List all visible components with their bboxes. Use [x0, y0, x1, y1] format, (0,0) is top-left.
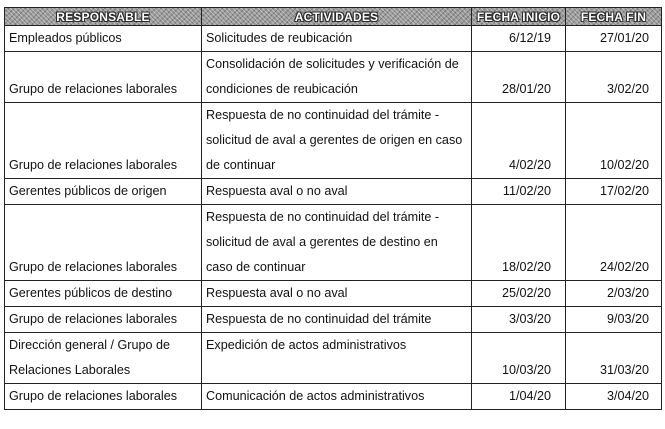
- fecha-inicio-cell: 28/01/20: [472, 52, 566, 103]
- fecha-inicio-cell: 1/04/20: [472, 384, 566, 410]
- fecha-inicio-cell: 25/02/20: [472, 281, 566, 307]
- actividad-line: Consolidación de solicitudes y verificación de: [206, 57, 459, 71]
- actividad-line: caso de continuar: [206, 260, 306, 274]
- fecha-fin-cell: 24/02/20: [566, 205, 662, 281]
- actividad-cell: [202, 205, 472, 281]
- table-row: [5, 384, 662, 410]
- responsable-cell: Grupo de relaciones laborales: [5, 307, 202, 333]
- header-fecha-fin: FECHA FIN: [566, 8, 662, 26]
- table-row: [5, 281, 662, 307]
- table-row: [5, 179, 662, 205]
- fecha-inicio-cell: 18/02/20: [472, 205, 566, 281]
- actividad-line: Respuesta de no continuidad del trámite -: [206, 210, 440, 224]
- header-responsable: RESPONSABLE: [5, 8, 202, 26]
- table-row: [5, 52, 662, 103]
- actividad-line: Expedición de actos administrativos: [206, 338, 407, 352]
- fecha-inicio-cell: 11/02/20: [472, 179, 566, 205]
- actividad-line: solicitud de aval a gerentes de destino en: [206, 235, 438, 249]
- header-fecha-inicio: FECHA INICIO: [472, 8, 566, 26]
- actividad-line: condiciones de reubicación: [206, 82, 358, 96]
- actividad-line: Respuesta de no continuidad del trámite -: [206, 108, 440, 122]
- actividad-line: Comunicación de actos administrativos: [206, 389, 425, 403]
- table-body: [5, 26, 662, 410]
- actividad-line: Respuesta aval o no aval: [206, 184, 348, 198]
- actividad-line: solicitud de aval a gerentes de origen en caso: [206, 133, 463, 147]
- fecha-fin-cell: 27/01/20: [566, 26, 662, 52]
- actividad-cell: [202, 26, 472, 52]
- actividad-cell: [202, 103, 472, 179]
- fecha-inicio-cell: 4/02/20: [472, 103, 566, 179]
- responsable-cell: Grupo de relaciones laborales: [5, 52, 202, 103]
- responsable-cell: Grupo de relaciones laborales: [5, 103, 202, 179]
- fecha-fin-cell: 17/02/20: [566, 179, 662, 205]
- actividad-line: de continuar: [206, 158, 276, 172]
- fecha-fin-cell: 3/02/20: [566, 52, 662, 103]
- schedule-table: [4, 7, 662, 410]
- responsable-cell: Gerentes públicos de origen: [5, 179, 202, 205]
- actividad-cell: [202, 384, 472, 410]
- table-row: [5, 26, 662, 52]
- responsable-cell: Empleados públicos: [5, 26, 202, 52]
- actividad-line: Respuesta de no continuidad del trámite: [206, 312, 432, 326]
- table-row: [5, 333, 662, 384]
- table-row: [5, 307, 662, 333]
- actividad-cell: [202, 52, 472, 103]
- header-actividades: ACTIVIDADES: [202, 8, 472, 26]
- actividad-line: Solicitudes de reubicación: [206, 31, 353, 45]
- fecha-fin-cell: 9/03/20: [566, 307, 662, 333]
- actividad-cell: [202, 281, 472, 307]
- fecha-fin-cell: 2/03/20: [566, 281, 662, 307]
- table-row: [5, 205, 662, 281]
- table-row: [5, 103, 662, 179]
- fecha-fin-cell: 31/03/20: [566, 333, 662, 384]
- actividad-cell: [202, 179, 472, 205]
- fecha-inicio-cell: 6/12/19: [472, 26, 566, 52]
- actividad-line: Respuesta aval o no aval: [206, 286, 348, 300]
- actividad-cell: [202, 333, 472, 384]
- actividad-cell: [202, 307, 472, 333]
- fecha-fin-cell: 3/04/20: [566, 384, 662, 410]
- fecha-inicio-cell: 3/03/20: [472, 307, 566, 333]
- fecha-inicio-cell: 10/03/20: [472, 333, 566, 384]
- fecha-fin-cell: 10/02/20: [566, 103, 662, 179]
- responsable-cell: Dirección general / Grupo de Relaciones Laborales: [5, 333, 202, 384]
- header-row: [5, 8, 662, 26]
- responsable-cell: Gerentes públicos de destino: [5, 281, 202, 307]
- responsable-cell: Grupo de relaciones laborales: [5, 205, 202, 281]
- responsable-cell: Grupo de relaciones laborales: [5, 384, 202, 410]
